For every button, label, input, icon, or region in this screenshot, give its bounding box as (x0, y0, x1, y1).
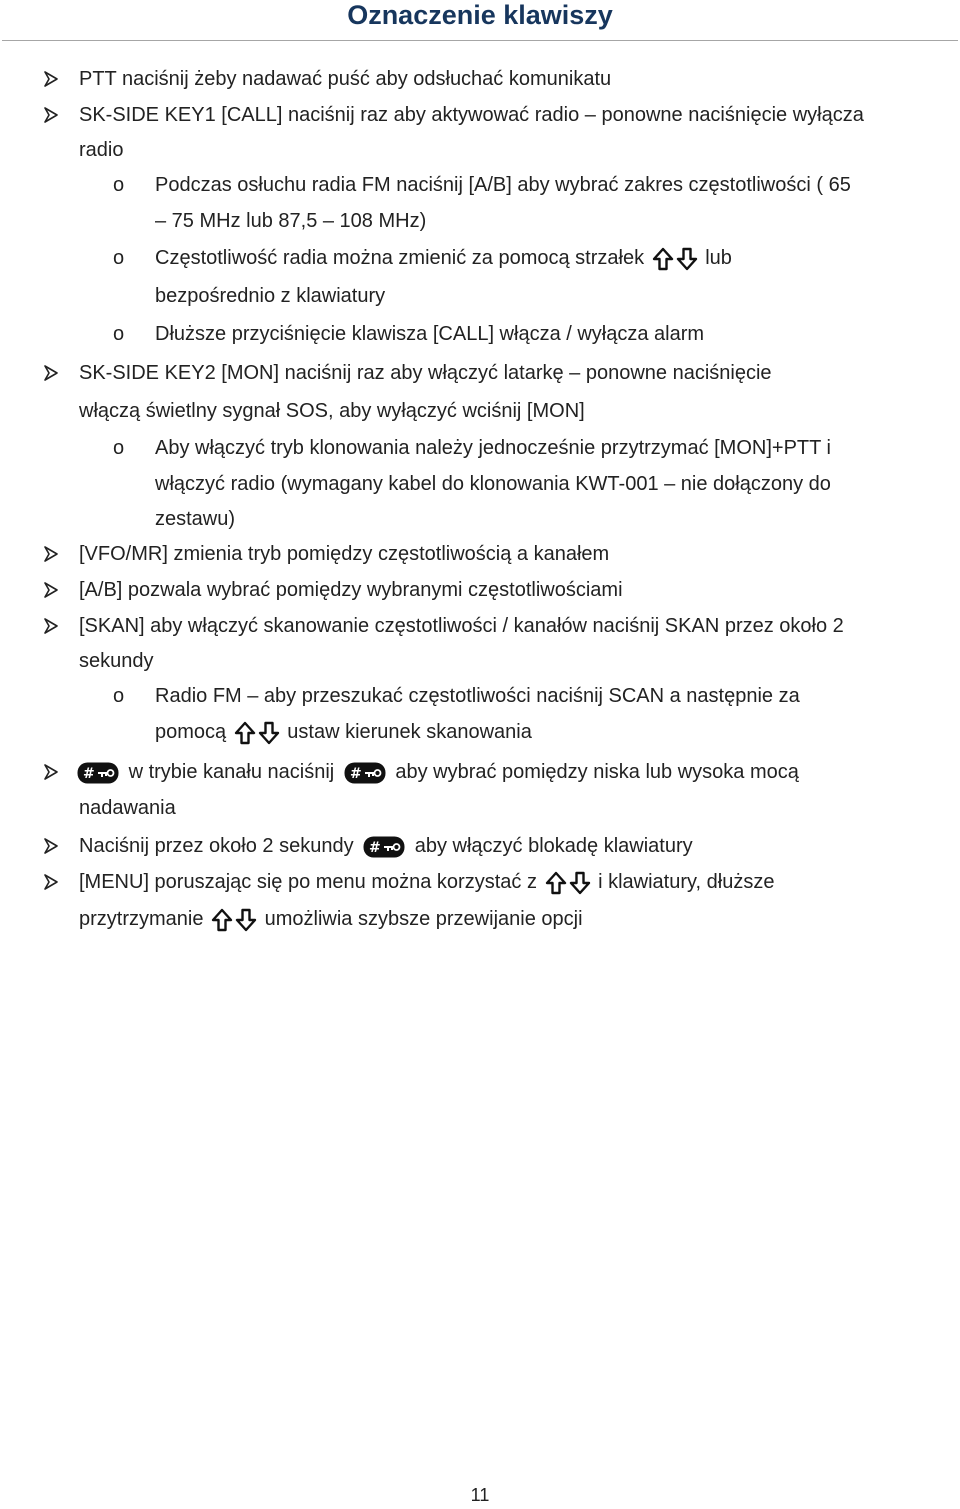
item-lock (79, 833, 693, 859)
sub-bullet-marker: o (113, 174, 125, 196)
title-rule (2, 40, 958, 41)
item-side-key1: SK-SIDE KEY1 [CALL] naciśnij raz aby aktywować radio – ponowne naciśnięcie wyłącza (79, 104, 864, 126)
sub-bullet-marker: o (113, 685, 125, 707)
item-menu-text: [MENU] poruszając się po menu można korzystać z (79, 871, 537, 893)
page-number: 11 (470, 1485, 490, 1505)
svg-text:#: # (369, 839, 381, 856)
svg-text:#: # (83, 765, 95, 782)
item-fm-freq-text: Częstotliwość radia można zmienić za pomocą strzałek (155, 247, 645, 269)
item-skan: [SKAN] aby włączyć skanowanie częstotliwości / kanałów naciśnij SKAN przez około 2 (79, 615, 844, 637)
item-power-text2: aby wybrać pomiędzy niska lub wysoka mocą (395, 761, 799, 783)
item-scan-fm-direction: ustaw kierunek skanowania (287, 721, 532, 743)
item-skan-cont: sekundy (79, 650, 154, 672)
bullet-icon (40, 66, 62, 92)
up-down-arrows-icon (652, 247, 698, 271)
item-scan-fm: Radio FM – aby przeszukać częstotliwości naciśnij SCAN a następnie za (155, 685, 800, 707)
item-power-text: w trybie kanału naciśnij (128, 761, 335, 783)
item-lock-text: Naciśnij przez około 2 sekundy (79, 835, 354, 857)
item-ptt: PTT naciśnij żeby nadawać puść aby odsłuchać komunikatu (79, 68, 612, 90)
item-lock-text2: aby włączyć blokadę klawiatury (414, 835, 693, 857)
item-menu-cont (79, 906, 583, 932)
item-fm-freq-cont: bezpośrednio z klawiatury (155, 285, 386, 307)
item-fm-freq-lub: lub (705, 247, 732, 269)
sub-bullet-marker: o (113, 323, 125, 345)
item-menu-hold: przytrzymanie (79, 908, 204, 930)
item-call-alarm: Dłuższe przyciśnięcie klawisza [CALL] włącza / wyłącza alarm (155, 323, 705, 345)
item-scan-fm-pomoca: pomocą (155, 721, 227, 743)
item-fm-range: Podczas osłuchu radia FM naciśnij [A/B] aby wybrać zakres częstotliwości ( 65 (155, 174, 851, 196)
bullet-icon (40, 869, 62, 895)
hash-key-lock-icon (363, 836, 405, 858)
up-down-arrows-icon (234, 721, 280, 745)
sub-bullet-marker: o (113, 247, 125, 269)
bullet-icon (40, 577, 62, 603)
item-vfo-mr: [VFO/MR] zmienia tryb pomiędzy częstotliwością a kanałem (79, 543, 610, 565)
hash-key-lock-icon (344, 762, 386, 784)
item-scan-fm-cont (155, 719, 532, 745)
item-power-cont: nadawania (79, 797, 176, 819)
bullet-icon (40, 613, 62, 639)
item-fm-freq (155, 245, 732, 271)
svg-text:#: # (349, 765, 362, 782)
item-menu-fast: umożliwia szybsze przewijanie opcji (264, 908, 583, 930)
bullet-icon (40, 759, 62, 785)
hash-key-lock-icon (77, 762, 119, 784)
item-side-key1-cont: radio (79, 139, 124, 161)
up-down-arrows-icon (545, 871, 591, 895)
item-menu-text2: i klawiatury, dłuższe (598, 871, 775, 893)
bullet-icon (40, 541, 62, 567)
bullet-icon (40, 833, 62, 859)
bullet-icon (40, 102, 62, 128)
bullet-icon (40, 360, 62, 386)
page-title: Oznaczenie klawiszy (347, 0, 613, 30)
item-menu (79, 869, 774, 895)
item-side-key2: SK-SIDE KEY2 [MON] naciśnij raz aby włączyć latarkę – ponowne naciśnięcie (79, 362, 772, 384)
item-clone: Aby włączyć tryb klonowania należy jednocześnie przytrzymać [MON]+PTT i (155, 437, 831, 459)
item-fm-range-cont: – 75 MHz lub 87,5 – 108 MHz) (155, 210, 427, 232)
item-clone-cont2: zestawu) (155, 508, 236, 530)
item-side-key2-cont: włączą świetlny sygnał SOS, aby wyłączyć wciśnij [MON] (79, 400, 585, 422)
item-power (77, 759, 799, 785)
item-clone-cont: włączyć radio (wymagany kabel do klonowania KWT-001 – nie dołączony do (155, 473, 831, 495)
up-down-arrows-icon (211, 908, 257, 932)
item-ab: [A/B] pozwala wybrać pomiędzy wybranymi częstotliwościami (79, 579, 623, 601)
sub-bullet-marker: o (113, 437, 125, 459)
